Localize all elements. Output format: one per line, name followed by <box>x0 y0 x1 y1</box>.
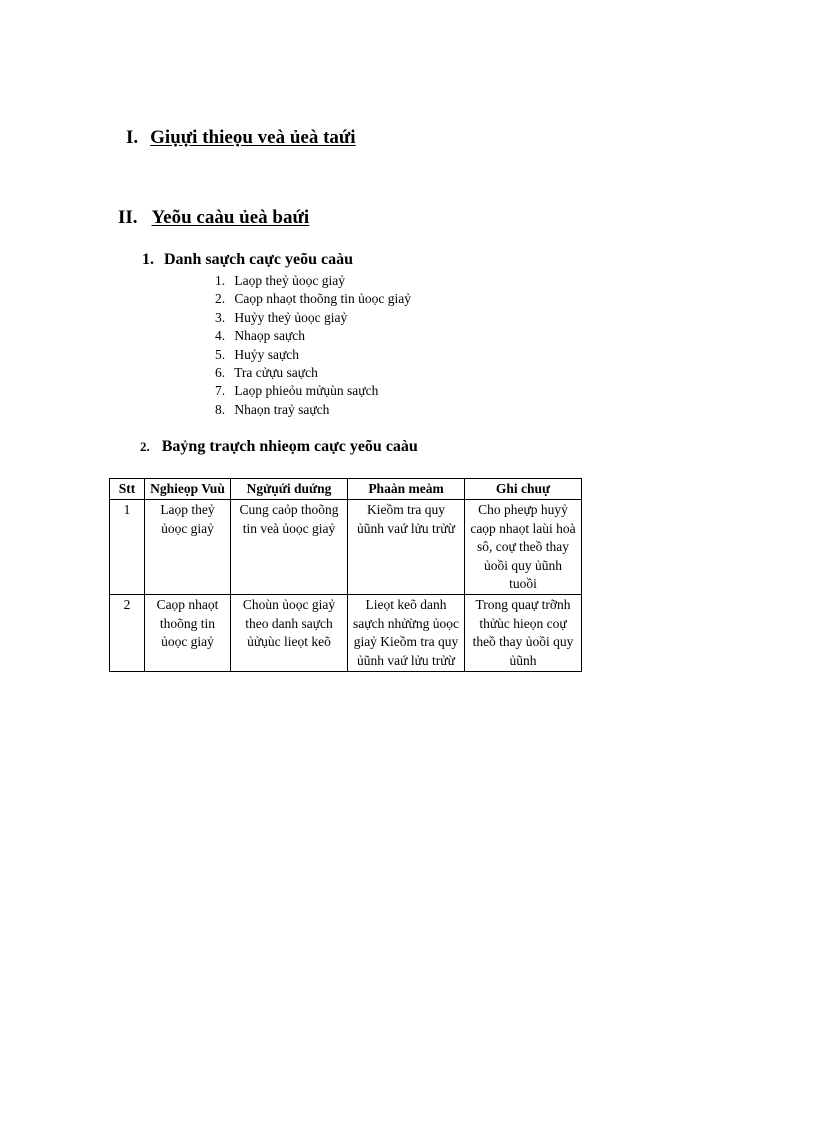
list-item-text: Nhaọp saựch <box>234 328 306 344</box>
list-item-text: Nhaọn traỷ saựch <box>234 401 330 417</box>
table-header-row <box>110 479 582 500</box>
list-item <box>215 309 411 327</box>
responsibility-table <box>109 478 582 672</box>
cell-stt: 1 <box>110 500 145 595</box>
section-number: I. <box>126 127 139 148</box>
list-item-text: Huỷy saựch <box>234 346 300 362</box>
section-title: Yeõu caàu ủeà baứi <box>151 207 310 228</box>
list-item-text: Laọp phieỏu mửụùn saựch <box>234 383 379 399</box>
list-item-number: 8. <box>215 401 226 417</box>
subsection-heading-table <box>140 438 418 456</box>
subsection-title: Danh saựch caực yeõu caàu <box>164 251 353 268</box>
table-row <box>110 595 582 672</box>
section-number: II. <box>118 207 138 228</box>
list-item-text: Caọp nhaọt thoõng tin ủoọc giaỷ <box>234 291 411 307</box>
cell-ghi-chu: Trong quaự trỡnh thửùc hieọn coự theồ thay ủoồi quy ủũnh <box>465 595 582 672</box>
cell-nguoi-dung: Cung caỏp thoõng tin veà ủoọc giaỷ <box>231 500 348 595</box>
requirements-list <box>215 272 411 419</box>
subsection-number: 1. <box>142 251 154 268</box>
cell-stt: 2 <box>110 595 145 672</box>
section-heading-requirements <box>118 207 309 229</box>
list-item-number: 5. <box>215 346 226 362</box>
subsection-number: 2. <box>140 439 150 454</box>
list-item <box>215 346 411 364</box>
table-row <box>110 500 582 595</box>
list-item-number: 4. <box>215 328 226 344</box>
section-heading-intro <box>126 127 356 149</box>
list-item-text: Tra cửựu saựch <box>234 364 318 380</box>
cell-phan-mem: Kieồm tra quy ủũnh vaứ lửu trửừ <box>348 500 465 595</box>
list-item <box>215 272 411 290</box>
cell-nghiep-vu: Laọp theỷ ủoọc giaỷ <box>145 500 231 595</box>
list-item-text: Laọp theỷ ủoọc giaỷ <box>234 273 345 288</box>
list-item-number: 1. <box>215 273 226 288</box>
cell-phan-mem: Lieọt keõ danh saựch nhửừng ủoọc giaỷ Kieồm tra quy ủũnh vaứ lửu trửừ <box>348 595 465 672</box>
list-item-text: Huỷy theỷ ủoọc giaỷ <box>234 309 348 325</box>
subsection-title: Baỷng traựch nhieọm caực yeõu caàu <box>161 438 418 455</box>
col-header-phan-mem: Phaàn meàm <box>348 479 465 500</box>
list-item <box>215 382 411 400</box>
list-item-number: 2. <box>215 291 226 307</box>
col-header-nghiep-vu: Nghieọp Vuù <box>145 479 231 500</box>
list-item <box>215 290 411 308</box>
cell-ghi-chu: Cho pheựp huyỷ caọp nhaọt laùi hoà sô, coự theồ thay ủoồi quy ủũnh tuoồi <box>465 500 582 595</box>
cell-nguoi-dung: Choùn ủoọc giaỷ theo danh saựch ủửụùc lieọt keõ <box>231 595 348 672</box>
col-header-stt: Stt <box>110 479 145 500</box>
list-item <box>215 401 411 419</box>
col-header-ghi-chu: Ghi chuự <box>465 479 582 500</box>
col-header-nguoi-dung: Ngửụứi duứng <box>231 479 348 500</box>
list-item <box>215 364 411 382</box>
list-item-number: 3. <box>215 309 226 325</box>
section-title: Giụựi thieọu veà ủeà taứi <box>150 127 356 148</box>
list-item <box>215 327 411 345</box>
list-item-number: 7. <box>215 383 226 399</box>
cell-nghiep-vu: Caọp nhaọt thoõng tin ủoọc giaỷ <box>145 595 231 672</box>
list-item-number: 6. <box>215 364 226 380</box>
subsection-heading-list <box>142 251 353 269</box>
